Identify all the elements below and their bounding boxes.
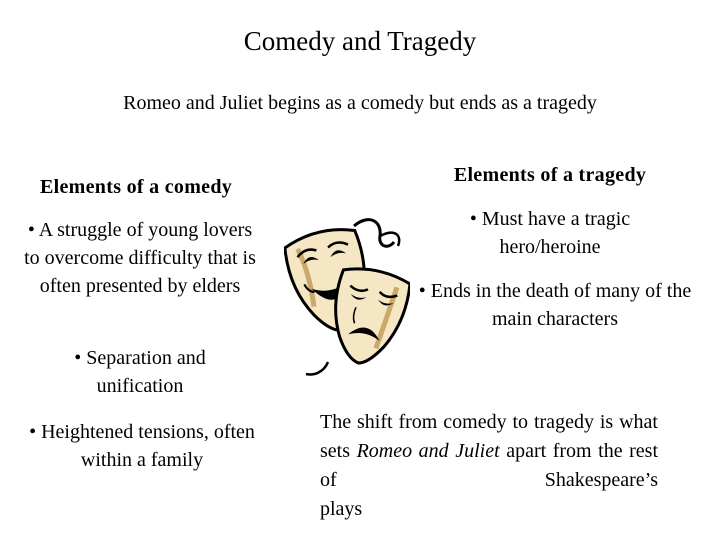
shift-paragraph	[320, 408, 658, 524]
shift-text-last: plays	[320, 498, 363, 520]
comedy-item-separation: • Separation and unification	[74, 347, 206, 397]
shift-play-title: Romeo and Juliet	[356, 440, 500, 462]
comedy-item-struggle: • A struggle of young lovers to overcome difficulty that is often presented by elders	[24, 219, 256, 297]
shift-text-before: The shift from comedy to tragedy is what sets	[320, 411, 658, 462]
slide-title: Comedy and Tragedy	[243, 26, 477, 56]
slide-subtitle: Romeo and Juliet begins as a comedy but ends as a tragedy	[123, 92, 597, 114]
tragedy-item-death: • Ends in the death of many of the main characters	[418, 280, 692, 330]
comedy-item-tensions: • Heightened tensions, often within a family	[29, 421, 255, 471]
comedy-tragedy-masks-icon	[284, 206, 410, 384]
tragedy-heading: Elements of a tragedy	[453, 164, 647, 186]
tragedy-item-hero: • Must have a tragic hero/heroine	[469, 208, 631, 258]
comedy-heading: Elements of a comedy	[40, 176, 233, 198]
shift-text-after: apart from the rest of Shakespeare’s	[320, 440, 659, 491]
